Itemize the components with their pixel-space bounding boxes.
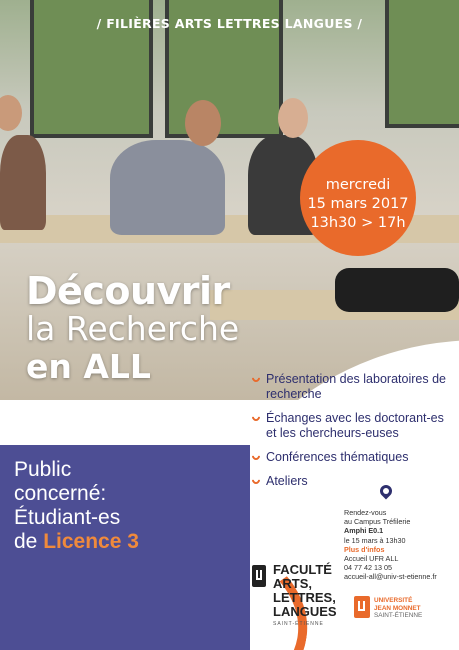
student-left [0, 135, 46, 230]
faculty-logo-icon [252, 565, 266, 587]
date-day: 15 mars 2017 [307, 196, 409, 212]
list-item: Conférences thématiques [252, 450, 457, 465]
top-title: / FILIÈRES ARTS LETTRES LANGUES / [96, 16, 363, 31]
bag [335, 268, 459, 312]
date-time: 13h30 > 17h [310, 215, 406, 231]
university-name: UNIVERSITÉ JEAN MONNET SAINT-ÉTIENNE [374, 597, 423, 619]
faculty-city: SAINT-ÉTIENNE [273, 621, 324, 627]
headline-line3: en ALL [26, 347, 151, 386]
bullet-icon [250, 372, 261, 383]
headline-line2: la Recherche [26, 309, 240, 348]
date-weekday: mercredi [325, 177, 391, 193]
university-logo-icon [354, 596, 370, 618]
rendezvous-info: Rendez-vous au Campus Tréfilerie Amphi E0.1 le 15 mars à 13h30 Plus d'infos Accueil UFR ALL 04 77 42 13 05 accueil-all@univ-st-etienne.fr [344, 508, 456, 582]
date-badge [300, 140, 416, 256]
audience-text: Public concerné: Étudiant-es de Licence 3 [14, 458, 139, 553]
list-item: Échanges avec les doctorant-es et les chercheurs-euses [252, 411, 457, 441]
bullet-icon [250, 474, 261, 485]
contact-email[interactable]: accueil-all@univ-st-etienne.fr [344, 572, 437, 582]
headline [26, 269, 240, 386]
licence-highlight: Licence 3 [43, 530, 139, 553]
student-left-head [0, 95, 22, 131]
faculty-name: FACULTÉ ARTS, LETTRES, LANGUES [273, 562, 337, 619]
student-right-head [278, 98, 308, 138]
student-center [110, 140, 225, 235]
list-item: Présentation des laboratoires de recherche [252, 372, 457, 402]
headline-line1: Découvrir [26, 269, 230, 313]
bullet-icon [250, 450, 261, 461]
bullet-icon [250, 411, 261, 422]
program-list [252, 372, 457, 498]
list-item: Ateliers [252, 474, 457, 489]
student-center-head [185, 100, 221, 146]
